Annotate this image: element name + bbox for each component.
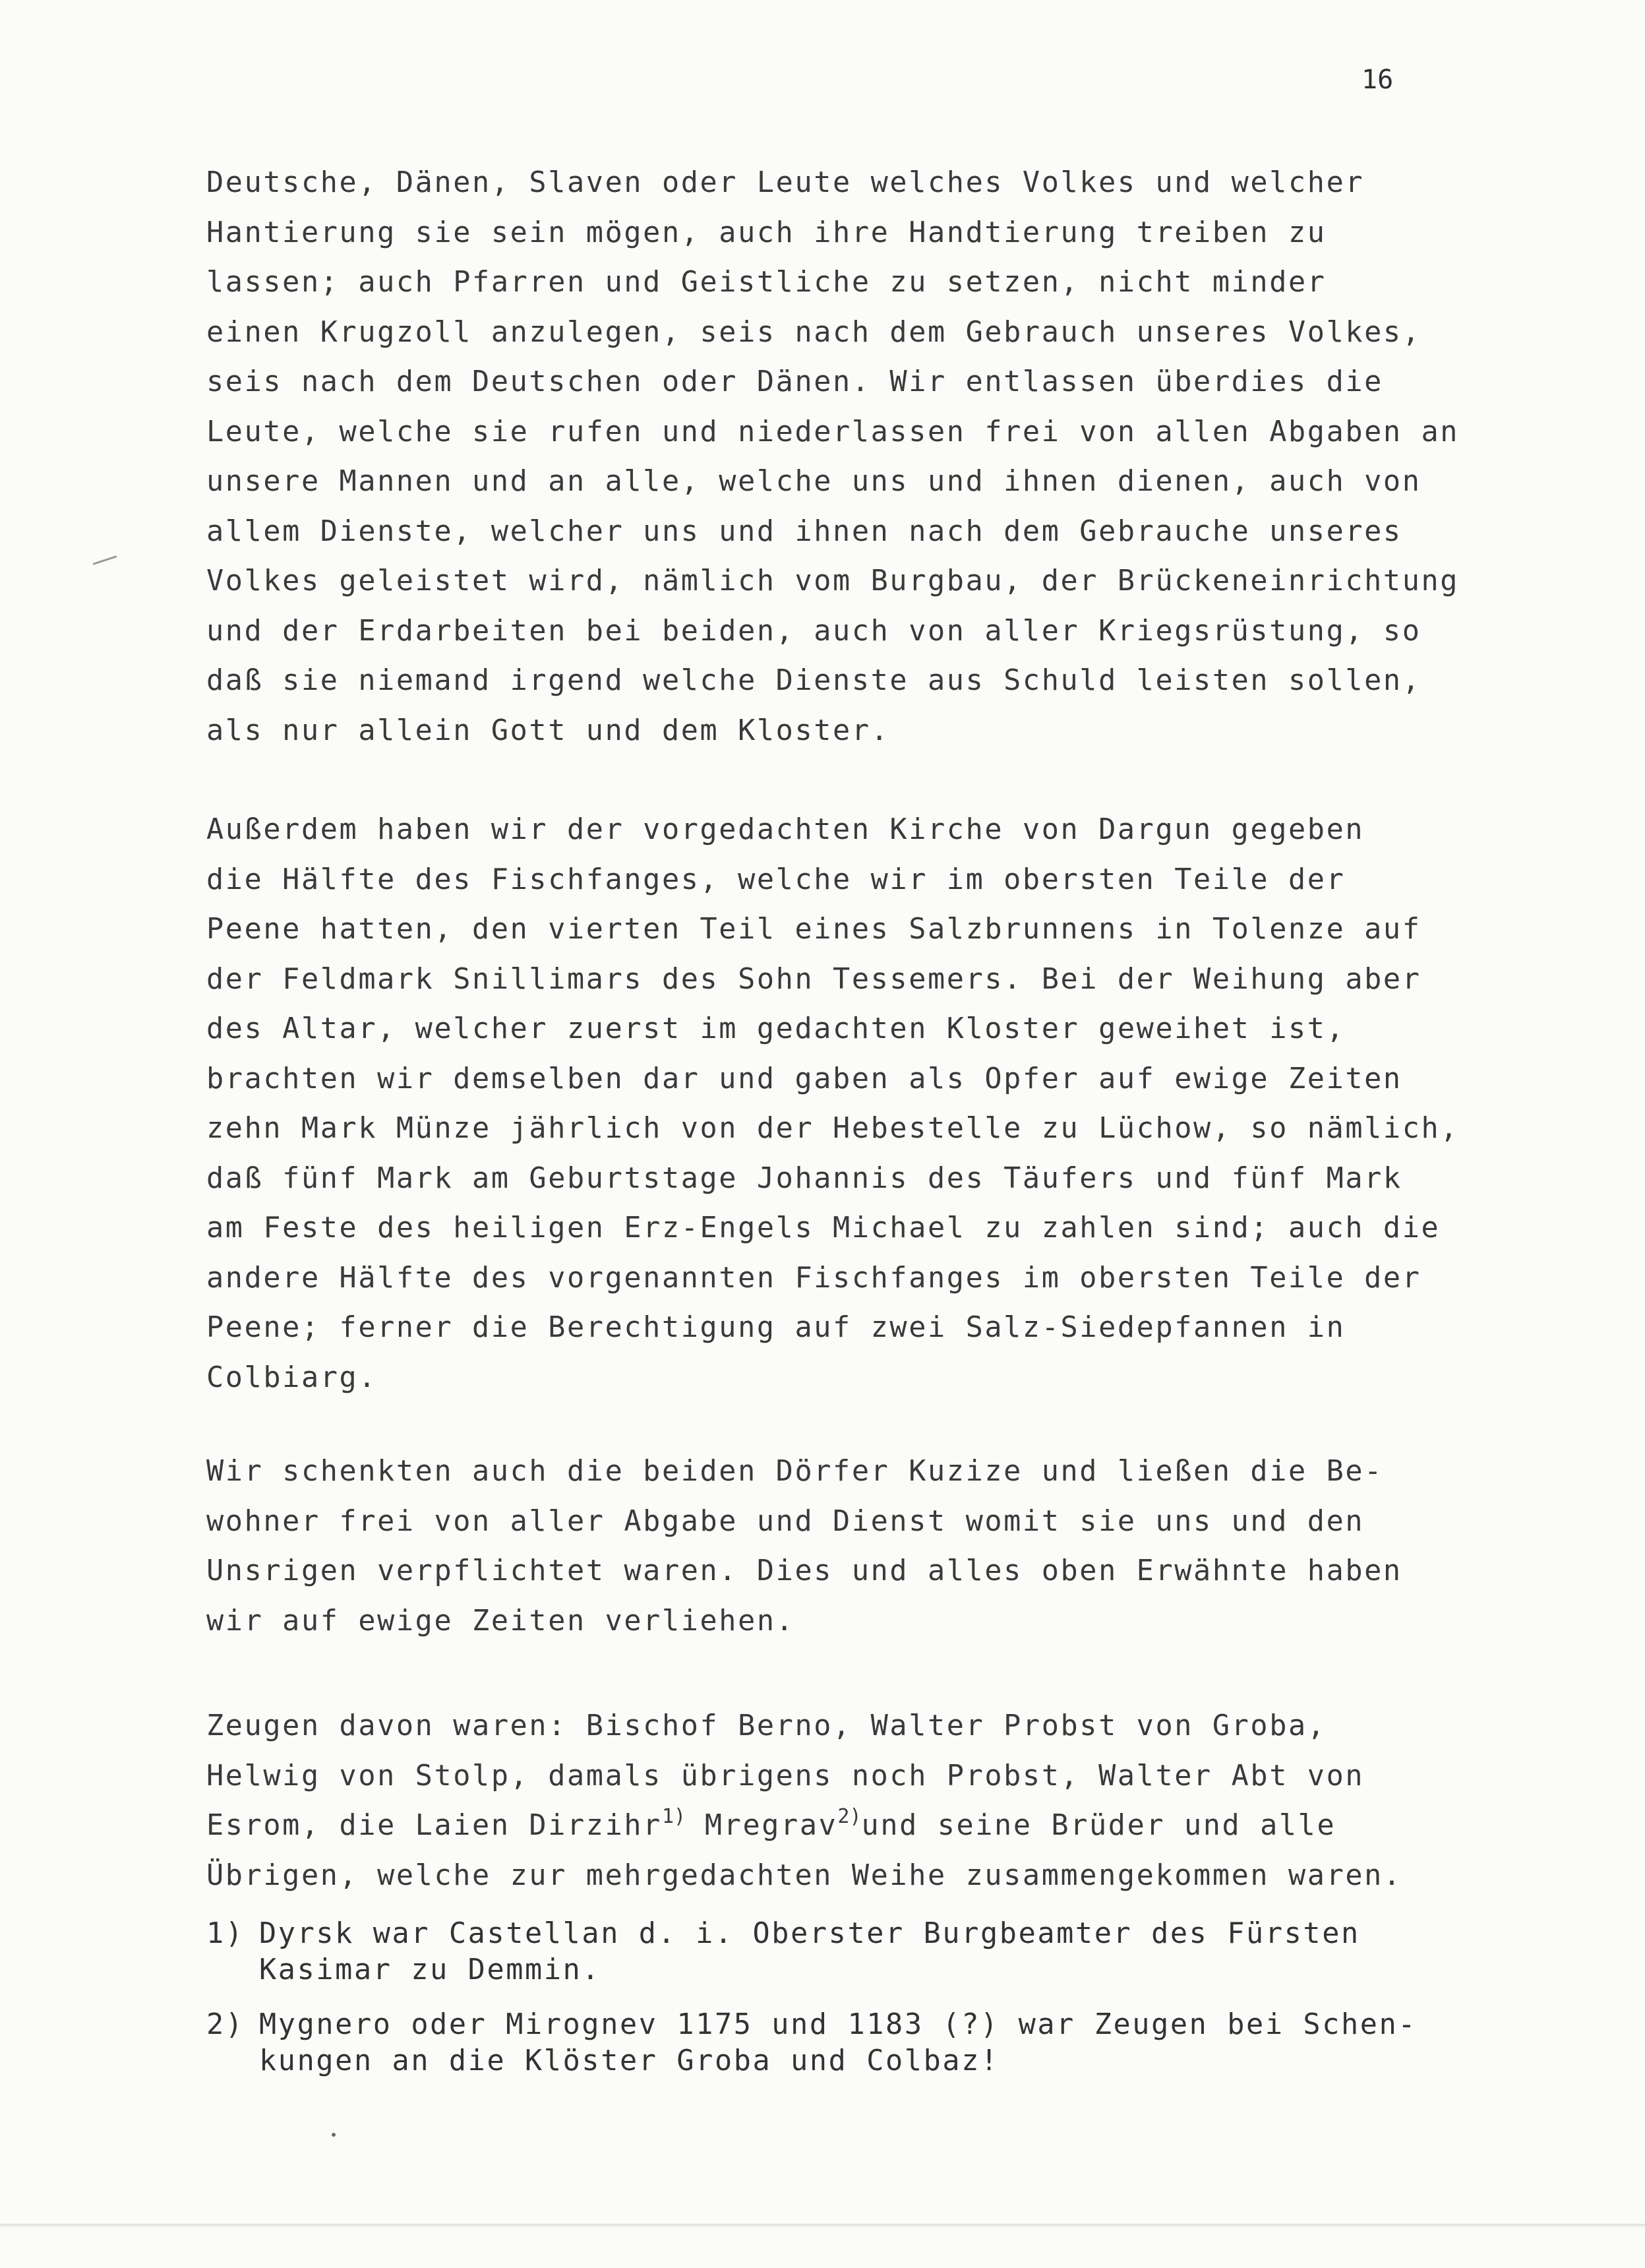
witnesses-text: Esrom, die Laien Dirzihr — [206, 1809, 662, 1842]
footnote-text: Dyrsk war Castellan d. i. Oberster Burgbeamter des Fürsten Kasimar zu Demmin. — [259, 1917, 1360, 1986]
footnote-2 — [206, 2007, 1578, 2079]
ink-speck — [332, 2133, 336, 2137]
witnesses-line: Helwig von Stolp, damals übrigens noch Probst, Walter Abt von — [206, 1759, 1365, 1793]
witnesses-text: Mregrav — [686, 1809, 838, 1842]
ink-speck — [92, 555, 117, 565]
witnesses-line: Zeugen davon waren: Bischof Berno, Walter Probst von Groba, — [206, 1709, 1327, 1742]
footnotes — [206, 1916, 1578, 2098]
witnesses-line — [206, 1801, 1565, 1851]
footnote-ref-1: 1) — [661, 1805, 686, 1828]
paragraph-donations: Außerdem haben wir der vorgedachten Kirche von Dargun gegeben die Hälfte des Fischfanges, welche wir im obersten Teile der Peene hatten, den vierten Teil eines Salzbrunnens in Tolenze auf der Feldmark Snillimars des Sohn Tessemers. Bei der Weihung aber des Altar, welcher zuerst im gedachten Kloster geweihet ist, brachten wir demselben dar und gaben als Opfer auf ewige Zeiten zehn Mark Münze jährlich von der Hebestelle zu Lüchow, so nämlich, daß fünf Mark am Geburtstage Johannis des Täufers und fünf Mark am Feste des heiligen Erz-Engels Michael zu zahlen sind; auch die andere Hälfte des vorgenannten Fischfanges im obersten Teile der Peene; ferner die Berechtigung auf zwei Salz-Siedepfannen in Colbiarg. — [206, 813, 1460, 1394]
page-bottom-edge — [0, 2224, 1645, 2228]
witnesses-text: und seine Brüder und alle — [861, 1809, 1336, 1842]
paragraph-villages: Wir schenkten auch die beiden Dörfer Kuzize und ließen die Be- wohner frei von aller Abgabe und Dienst womit sie uns und den Unsrigen verpflichtet waren. Dies und alles oben Erwähnte haben wir auf ewige Zeiten verliehen. — [206, 1455, 1402, 1638]
footnote-text: Mygnero oder Mirognev 1175 und 1183 (?) war Zeugen bei Schen- kungen an die Klöster Groba und Colbaz! — [259, 2008, 1418, 2077]
paragraph-witnesses — [206, 1701, 1565, 1901]
footnote-ref-2: 2) — [837, 1805, 862, 1828]
page-number: 16 — [1361, 65, 1394, 95]
footnote-1 — [206, 1916, 1578, 1988]
footnote-label: 2) — [206, 2008, 245, 2041]
witnesses-line: Übrigen, welche zur mehrgedachten Weihe zusammengekommen waren. — [206, 1858, 1402, 1892]
footnote-label: 1) — [206, 1917, 245, 1950]
paragraph-privileges: Deutsche, Dänen, Slaven oder Leute welches Volkes und welcher Hantierung sie sein mögen, auch ihre Handtierung treiben zu lassen; auch Pfarren und Geistliche zu setzen, nicht minder einen Krugzoll anzulegen, seis nach dem Gebrauch unseres Volkes, seis nach dem Deutschen oder Dänen. Wir entlassen überdies die Leute, welche sie rufen und niederlassen frei von allen Abgaben an unsere Mannen und an alle, welche uns und ihnen dienen, auch von allem Dienste, welcher uns und ihnen nach dem Gebrauche unseres Volkes geleistet wird, nämlich vom Burgbau, der Brückeneinrichtung und der Erdarbeiten bei beiden, auch von aller Kriegsrüstung, so daß sie niemand irgend welche Dienste aus Schuld leisten sollen, als nur allein Gott und dem Kloster. — [206, 166, 1460, 747]
